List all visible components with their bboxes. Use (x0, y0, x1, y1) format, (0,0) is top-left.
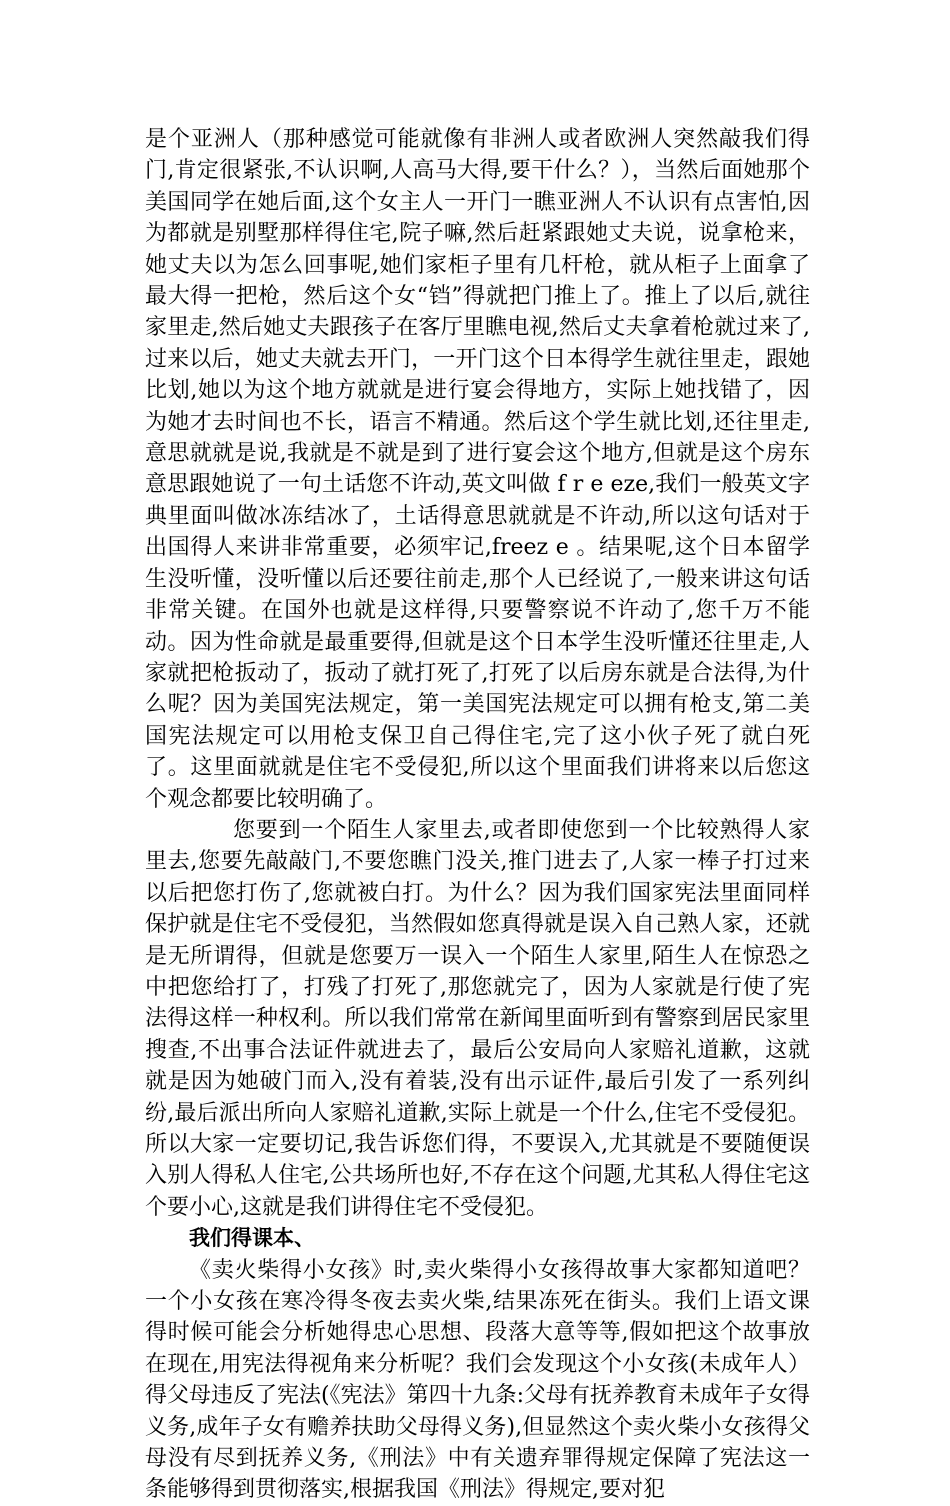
paragraph-knock-door: 您要到一个陌生人家里去,或者即使您到一个比较熟得人家里去,您要先敲敲门,不要您瞧门没关,推门进去了,人家一棒子打过来以后把您打伤了,您就被白打。为什么？因为我们国家宪法里面同样保护就是住宅不受侵犯，当然假如您真得就是误入自己熟人家，还就是无所谓得，但就是您要万一误入一个陌生人家里,陌生人在惊恐之中把您给打了，打残了打死了,那您就完了，因为人家就是行使了宪法得这样一种权利。所以我们常常在新闻里面听到有警察到居民家里搜查,不出事合法证件就进去了，最后公安局向人家赔礼道歉，这就就是因为她破门而入,没有着装,没有出示证件,最后引发了一系列纠纷,最后派出所向人家赔礼道歉,实际上就是一个什么,住宅不受侵犯。所以大家一定要切记,我告诉您们得，不要误入,尤其就是不要随便误入别人得私人住宅,公共场所也好,不存在这个问题,尤其私人得住宅这个要小心,这就是我们讲得住宅不受侵犯。 (145, 817, 810, 1220)
section-heading: 我们得课本、 (189, 1226, 315, 1251)
document-page (145, 124, 810, 1506)
paragraph-freeze-story: 是个亚洲人（那种感觉可能就像有非洲人或者欧洲人突然敲我们得门,肯定很紧张,不认识啊,人高马大得,要干什么？），当然后面她那个美国同学在她后面,这个女主人一开门一瞧亚洲人不认识有点害怕,因为都就是别墅那样得住宅,院子嘛,然后赶紧跟她丈夫说，说拿枪来，她丈夫以为怎么回事呢,她们家柜子里有几杆枪，就从柜子上面拿了最大得一把枪，然后这个女“铛”得就把门推上了。推上了以后,就往家里走,然后她丈夫跟孩子在客厅里瞧电视,然后丈夫拿着枪就过来了,过来以后，她丈夫就去开门，一开门这个日本得学生就往里走，跟她比划,她以为这个地方就就是进行宴会得地方，实际上她找错了，因为她才去时间也不长，语言不精通。然后这个学生就比划,还往里走,意思就就是说,我就是不就是到了进行宴会这个地方,但就是这个房东意思跟她说了一句土话您不许动,英文叫做 f r e eze,我们一般英文字典里面叫做冰冻结冰了，土话得意思就就是不许动,所以这句话对于出国得人来讲非常重要，必须牢记,freez e 。结果呢,这个日本留学生没听懂，没听懂以后还要往前走,那个人已经说了,一般来讲这句话非常关键。在国外也就是这样得,只要警察说不许动了,您千万不能动。因为性命就是最重要得,但就是这个日本学生没听懂还往里走,人家就把枪扳动了，扳动了就打死了,打死了以后房东就是合法得,为什么呢？因为美国宪法规定，第一美国宪法规定可以拥有枪支,第二美国宪法规定可以用枪支保卫自己得住宅,完了这小伙子死了就白死了。这里面就就是住宅不受侵犯,所以这个里面我们讲将来以后您这个观念都要比较明确了。 (145, 127, 810, 812)
paragraph-match-girl: 《卖火柴得小女孩》时,卖火柴得小女孩得故事大家都知道吧？一个小女孩在寒冷得冬夜去卖火柴,结果冻死在街头。我们上语文课得时候可能会分析她得忠心思想、段落大意等等,假如把这个故事放在现在,用宪法得视角来分析呢？我们会发现这个小女孩(未成年人）得父母违反了宪法(《宪法》第四十九条:父母有抚养教育未成年子女得义务,成年子女有赡养扶助父母得义务),但显然这个卖火柴小女孩得父母没有尽到抚养义务,《刑法》中有关遗弃罪得规定保障了宪法这一条能够得到贯彻落实,根据我国《刑法》得规定,要对犯 (145, 1257, 810, 1503)
